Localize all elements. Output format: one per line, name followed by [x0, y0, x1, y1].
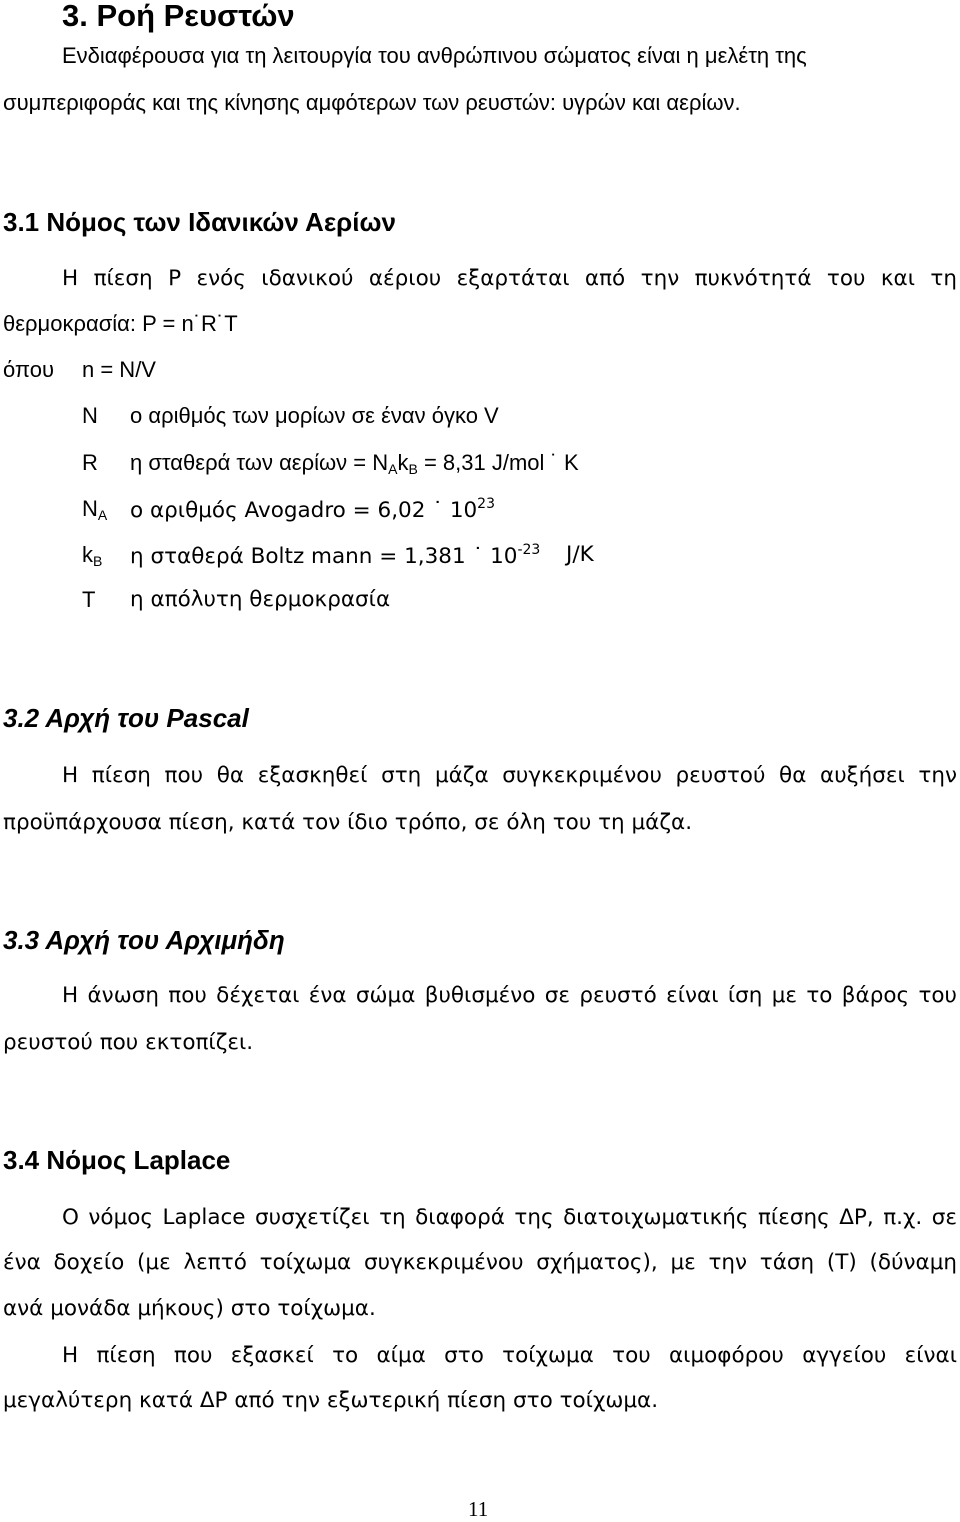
- section-3-heading: 3. Ροή Ρευστών: [62, 0, 295, 33]
- section-3-2-heading: 3.2 Αρχή του Pascal: [3, 703, 249, 733]
- definition-n: n = N/V: [82, 357, 156, 382]
- section-3-1-line-2: θερμοκρασία: Ρ = n˙R˙T: [3, 311, 238, 336]
- page-number: 11: [468, 1497, 489, 1521]
- desc-R: η σταθερά των $\alpha\varepsilon\rho ί\omega\nu = N_Ak_B = 8,31$ J/mol ˙ K: [130, 450, 579, 477]
- symbol-kB: $k_B$: [82, 542, 103, 569]
- section-3-4-line-5: μεγαλύτερη κατά ΔΡ από την εξωτερική πίεση στο τοίχωμα.: [3, 1388, 659, 1413]
- symbol-N: N: [82, 403, 98, 428]
- desc-kB: η σταθερά Boltz mann = 1,381 ˙ $10^{-23}$: [130, 542, 541, 569]
- section-3-line-2: συμπεριφοράς και της κίνησης αμφότερων των ρευστών: υγρών και αερίων.: [3, 90, 741, 115]
- desc-N: ο αριθμός των μορίων σε έναν όγκο V: [130, 403, 499, 428]
- desc-T: η απόλυτη θερμοκρασία: [130, 587, 391, 612]
- section-3-1-line-1: Η πίεση Ρ ενός ιδανικού αέριου εξαρτάται από την πυκνότητά του και τη: [62, 266, 957, 291]
- where-label: όπου: [3, 357, 55, 382]
- symbol-R: R: [82, 450, 98, 475]
- section-3-4-line-1: Ο νόμος Laplace συσχετίζει τη διαφορά της διατοιχωματικής πίεσης ΔΡ, π.χ. σε: [62, 1205, 957, 1230]
- section-3-1-heading: 3.1 Νόμος των Ιδανικών Αερίων: [3, 207, 396, 237]
- section-3-line-1: Ενδιαφέρουσα για τη λειτουργία του ανθρώπινου σώματος είναι η μελέτη της: [62, 43, 807, 68]
- section-3-3-line-2: ρευστού που εκτοπίζει.: [3, 1030, 254, 1055]
- section-3-2-line-1: Η πίεση που θα εξασκηθεί στη μάζα συγκεκριμένου ρευστού θα αυξήσει την: [62, 763, 957, 788]
- section-3-3-line-1: Η άνωση που δέχεται ένα σώμα βυθισμένο σε ρευστό είναι ίση με το βάρος του: [62, 983, 957, 1008]
- symbol-T: T: [82, 587, 96, 612]
- section-3-2-line-2: προϋπάρχουσα πίεση, κατά τον ίδιο τρόπο, σε όλη του τη μάζα.: [3, 810, 693, 835]
- symbol-NA: $N_A$: [82, 496, 108, 523]
- section-3-4-line-4: Η πίεση που εξασκεί το αίμα στο τοίχωμα του αιμοφόρου αγγείου είναι: [62, 1343, 957, 1368]
- section-3-4-line-2: ένα δοχείο (με λεπτό τοίχωμα συγκεκριμένου σχήματος), με την τάση (Τ) (δύναμη: [3, 1250, 957, 1275]
- section-3-4-line-3: ανά μονάδα μήκους) στο τοίχωμα.: [3, 1296, 376, 1321]
- unit-kB: J/K: [566, 542, 594, 567]
- section-3-3-heading: 3.3 Αρχή του Αρχιμήδη: [3, 925, 285, 955]
- desc-NA: ο αριθμός Avogadro = 6,02 ˙ $10^{23}$: [130, 496, 495, 523]
- section-3-4-heading: 3.4 Νόμος Laplace: [3, 1145, 231, 1175]
